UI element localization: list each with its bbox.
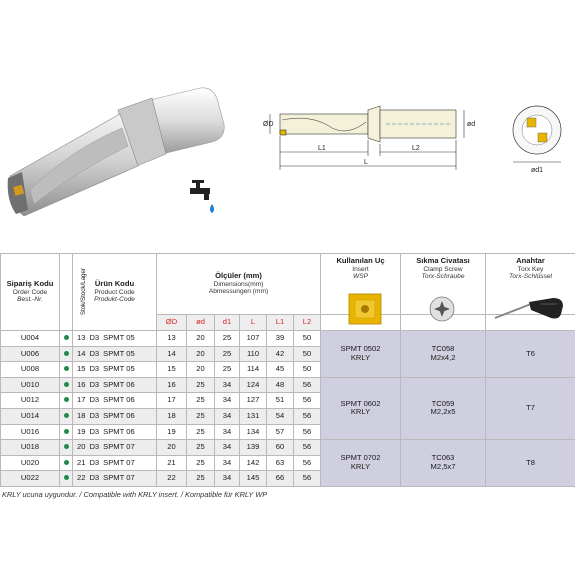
product-code-part: D3 <box>89 364 100 374</box>
dimension-cell: 25 <box>187 471 215 487</box>
screw-code: TC058 <box>431 344 455 354</box>
stock-dot-icon <box>64 475 69 480</box>
dimension-cell: 63 <box>267 455 294 471</box>
dimension-cell: 139 <box>240 440 267 456</box>
product-code-part: D3 <box>89 348 100 358</box>
dimension-cell: 25 <box>187 408 215 424</box>
product-code-cell <box>73 471 157 487</box>
product-code-cell <box>73 377 157 393</box>
insert-type: KRLY <box>350 407 371 417</box>
product-code-part: SPMT 07 <box>103 442 135 452</box>
diagram-label-d1: ød1 <box>531 167 544 174</box>
insert-code: SPMT 0702 <box>340 453 381 463</box>
product-code-cell <box>73 362 157 378</box>
diagram-label-d: ød <box>467 121 476 128</box>
dim-label: ød <box>187 315 215 331</box>
dimension-cell: 20 <box>187 331 215 347</box>
dimension-cell: 17 <box>157 393 187 409</box>
footnote: KRLY ucuna uygundur. / Compatible with KRLY insert. / Kompatible für KRLY WP <box>2 490 268 499</box>
dimension-cell: 34 <box>215 393 240 409</box>
stock-dot-icon <box>64 460 69 465</box>
product-code-part: SPMT 06 <box>103 395 135 405</box>
dimension-cell: 25 <box>215 346 240 362</box>
dimension-cell: 45 <box>267 362 294 378</box>
clamp-screw-image <box>422 292 462 326</box>
stock-dot-icon <box>64 444 69 449</box>
stock-dot-icon <box>64 366 69 371</box>
dimension-cell: 60 <box>267 440 294 456</box>
clamp-screw-cell <box>401 377 486 439</box>
dimension-cell: 21 <box>157 455 187 471</box>
product-code-cell <box>73 393 157 409</box>
dim-label: L1 <box>267 315 294 331</box>
stock-dot-icon <box>64 351 69 356</box>
stock-cell <box>60 331 73 347</box>
insert-code: SPMT 0602 <box>340 398 381 408</box>
dimension-cell: 107 <box>240 331 267 347</box>
product-code-cell <box>73 424 157 440</box>
dimension-cell: 19 <box>157 424 187 440</box>
diagram-label-L: L <box>364 159 368 166</box>
product-code-part: SPMT 05 <box>103 332 135 342</box>
dimension-cell: 34 <box>215 440 240 456</box>
dimension-cell: 56 <box>294 424 321 440</box>
product-code-part: 17 <box>77 395 86 405</box>
dimension-cell: 20 <box>157 440 187 456</box>
dimension-cell: 57 <box>267 424 294 440</box>
stock-dot-icon <box>64 397 69 402</box>
dimension-cell: 110 <box>240 346 267 362</box>
dimension-cell: 25 <box>187 393 215 409</box>
product-code-part: SPMT 06 <box>103 410 135 420</box>
stock-cell <box>60 408 73 424</box>
dimension-cell: 114 <box>240 362 267 378</box>
dimension-cell: 25 <box>187 424 215 440</box>
torx-key-cell: T6 <box>486 331 575 378</box>
screw-size: M2x4,2 <box>430 352 456 362</box>
stock-cell <box>60 362 73 378</box>
product-code-cell <box>73 455 157 471</box>
dim-label: d1 <box>215 315 240 331</box>
stock-cell <box>60 393 73 409</box>
product-code-cell <box>73 331 157 347</box>
dimension-cell: 25 <box>187 440 215 456</box>
product-code-part: 22 <box>77 473 86 483</box>
dimension-cell: 54 <box>267 408 294 424</box>
spec-table <box>0 253 575 487</box>
product-code-part: 19 <box>77 426 86 436</box>
drill-product-photo <box>0 80 240 230</box>
torx-key-cell: T8 <box>486 440 575 487</box>
insert-type: KRLY <box>350 352 371 362</box>
insert-code: SPMT 0502 <box>340 344 381 354</box>
stock-cell <box>60 471 73 487</box>
dimension-cell: 42 <box>267 346 294 362</box>
product-code-cell <box>73 440 157 456</box>
torx-key-cell: T7 <box>486 377 575 439</box>
diagram-label-D: ØD <box>263 121 274 128</box>
screw-size: M2,5x7 <box>430 462 456 472</box>
col-clamp-screw: Sıkma Civatası Clamp Screw Torx-Schraube <box>401 254 486 315</box>
dimension-cell: 25 <box>215 362 240 378</box>
table-row <box>1 331 575 347</box>
torx-key-image <box>491 292 571 326</box>
screw-size: M2,2x5 <box>430 407 456 417</box>
order-code-cell: U018 <box>1 440 60 456</box>
dimension-cell: 127 <box>240 393 267 409</box>
col-torx-key: Anahtar Torx Key Torx-Schlüssel <box>486 254 575 315</box>
product-code-part: SPMT 06 <box>103 426 135 436</box>
dimension-cell: 18 <box>157 408 187 424</box>
dimension-cell: 131 <box>240 408 267 424</box>
dimension-cell: 20 <box>187 362 215 378</box>
product-code-part: 21 <box>77 457 86 467</box>
order-code-cell: U004 <box>1 331 60 347</box>
insert-image <box>345 292 385 326</box>
screw-code: TC063 <box>431 453 455 463</box>
insert-type: KRLY <box>350 462 371 472</box>
dimension-cell: 48 <box>267 377 294 393</box>
dimension-cell: 34 <box>215 408 240 424</box>
product-code-part: D3 <box>89 379 100 389</box>
stock-cell <box>60 346 73 362</box>
dimension-cell: 142 <box>240 455 267 471</box>
order-code-cell: U008 <box>1 362 60 378</box>
dimension-cell: 34 <box>215 424 240 440</box>
diagram-label-L1: L1 <box>318 145 326 152</box>
product-code-part: D3 <box>89 395 100 405</box>
screw-code: TC059 <box>431 398 455 408</box>
dimension-cell: 124 <box>240 377 267 393</box>
end-view-drawing <box>505 100 573 175</box>
dimension-cell: 56 <box>294 455 321 471</box>
order-code-cell: U014 <box>1 408 60 424</box>
product-code-part: D3 <box>89 426 100 436</box>
order-code-cell: U022 <box>1 471 60 487</box>
product-code-part: 13 <box>77 332 86 342</box>
dimension-cell: 145 <box>240 471 267 487</box>
product-code-cell <box>73 346 157 362</box>
dim-label: L2 <box>294 315 321 331</box>
dimension-cell: 50 <box>294 346 321 362</box>
insert-cell <box>321 331 401 378</box>
stock-dot-icon <box>64 335 69 340</box>
dimension-cell: 25 <box>187 455 215 471</box>
order-code-cell: U020 <box>1 455 60 471</box>
col-order-code: Sipariş Kodu Order Code Best.-Nr. <box>1 254 60 331</box>
col-stock: Stok/Stock/Lager <box>60 254 73 331</box>
dimension-cell: 134 <box>240 424 267 440</box>
dimension-cell: 25 <box>187 377 215 393</box>
product-code-cell <box>73 408 157 424</box>
product-code-part: SPMT 07 <box>103 473 135 483</box>
table-row <box>1 377 575 393</box>
dimension-cell: 20 <box>187 346 215 362</box>
col-dimensions: Ölçüler (mm) Dimensions(mm) Abmessungen (mm) <box>157 254 321 315</box>
dimension-cell: 34 <box>215 471 240 487</box>
dim-label: ØD <box>157 315 187 331</box>
product-code-part: 16 <box>77 379 86 389</box>
product-code-part: SPMT 05 <box>103 364 135 374</box>
stock-cell <box>60 424 73 440</box>
dimension-cell: 56 <box>294 471 321 487</box>
stock-cell <box>60 455 73 471</box>
order-code-cell: U010 <box>1 377 60 393</box>
product-code-part: D3 <box>89 332 100 342</box>
stock-dot-icon <box>64 429 69 434</box>
order-code-cell: U012 <box>1 393 60 409</box>
stock-cell <box>60 440 73 456</box>
technical-drawing <box>262 92 484 187</box>
col-insert: Kullanılan Uç Insert WSP <box>321 254 401 315</box>
product-code-part: SPMT 06 <box>103 379 135 389</box>
dimension-cell: 50 <box>294 331 321 347</box>
product-code-part: 15 <box>77 364 86 374</box>
dimension-cell: 56 <box>294 440 321 456</box>
dimension-cell: 34 <box>215 377 240 393</box>
order-code-cell: U016 <box>1 424 60 440</box>
stock-dot-icon <box>64 413 69 418</box>
dimension-cell: 13 <box>157 331 187 347</box>
order-code-cell: U006 <box>1 346 60 362</box>
product-code-part: 18 <box>77 410 86 420</box>
product-code-part: 14 <box>77 348 86 358</box>
product-code-part: D3 <box>89 457 100 467</box>
insert-cell <box>321 440 401 487</box>
diagram-label-L2: L2 <box>412 145 420 152</box>
product-code-part: D3 <box>89 473 100 483</box>
dimension-cell: 15 <box>157 362 187 378</box>
product-code-part: SPMT 05 <box>103 348 135 358</box>
faucet-drop-icon <box>190 180 214 213</box>
table-row <box>1 440 575 456</box>
clamp-screw-cell <box>401 331 486 378</box>
dimension-cell: 25 <box>215 331 240 347</box>
product-code-part: SPMT 07 <box>103 457 135 467</box>
dimension-cell: 16 <box>157 377 187 393</box>
dimension-cell: 14 <box>157 346 187 362</box>
dimension-cell: 51 <box>267 393 294 409</box>
dimension-cell: 66 <box>267 471 294 487</box>
insert-cell <box>321 377 401 439</box>
product-code-part: D3 <box>89 442 100 452</box>
dim-label: L <box>240 315 267 331</box>
stock-dot-icon <box>64 382 69 387</box>
col-product-code: Ürün Kodu Product Code Produkt-Code <box>73 254 157 331</box>
dimension-cell: 56 <box>294 408 321 424</box>
dimension-cell: 39 <box>267 331 294 347</box>
dimension-cell: 56 <box>294 393 321 409</box>
product-code-part: 20 <box>77 442 86 452</box>
stock-cell <box>60 377 73 393</box>
dimension-cell: 34 <box>215 455 240 471</box>
dimension-cell: 22 <box>157 471 187 487</box>
clamp-screw-cell <box>401 440 486 487</box>
dimension-cell: 56 <box>294 377 321 393</box>
product-code-part: D3 <box>89 410 100 420</box>
dimension-cell: 50 <box>294 362 321 378</box>
